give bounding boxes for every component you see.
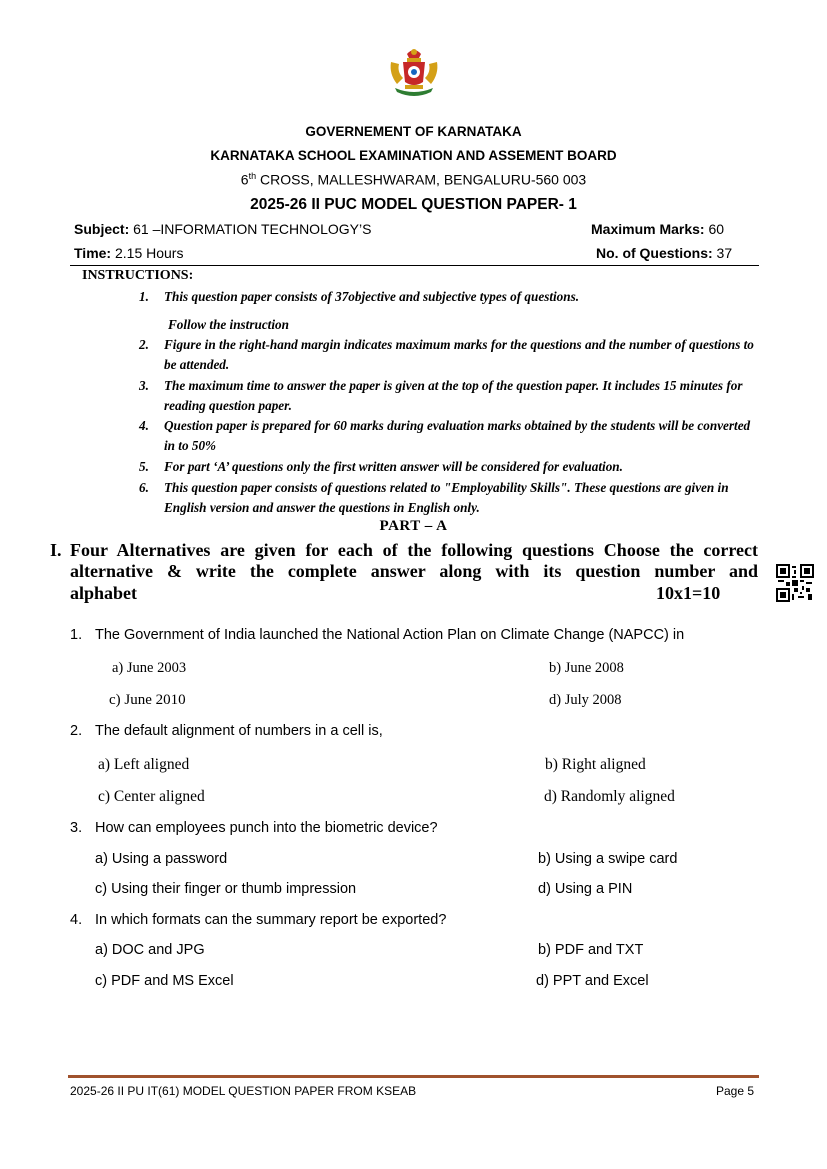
question-number: 3. bbox=[70, 820, 83, 836]
option-d: d) PPT and Excel bbox=[536, 973, 649, 989]
time-line bbox=[74, 245, 183, 261]
option-c: c) Using their finger or thumb impression bbox=[95, 881, 357, 897]
option-c: c) PDF and MS Excel bbox=[95, 973, 234, 989]
option-d: d) July 2008 bbox=[549, 692, 622, 708]
govt-heading: GOVERNEMENT OF KARNATAKA bbox=[305, 124, 522, 139]
section-instruction-line: alternative & write the complete answer along with its question number and bbox=[70, 561, 758, 581]
subject-label: Subject: bbox=[74, 221, 130, 237]
instruction-text: For part ‘A’ questions only the first written answer will be considered for evaluation. bbox=[164, 459, 623, 474]
question-text: The Government of India launched the National Action Plan on Climate Change (NAPCC) in bbox=[95, 627, 685, 643]
footer-title: 2025-26 II PU IT(61) MODEL QUESTION PAPER FROM KSEAB bbox=[70, 1084, 417, 1098]
instruction-text: The maximum time to answer the paper is given at the top of the question paper. It includes 15 minutes for reading question paper. bbox=[164, 378, 743, 413]
max-marks-label: Maximum Marks: bbox=[591, 221, 705, 237]
instruction-item bbox=[139, 478, 764, 518]
section-instruction-line: Four Alternatives are given for each of the following questions Choose the correct bbox=[70, 540, 758, 560]
address-text: CROSS, MALLESHWARAM, BENGALURU-560 003 bbox=[256, 171, 587, 188]
question-text: In which formats can the summary report be exported? bbox=[95, 912, 447, 928]
address-line bbox=[0, 171, 827, 188]
option-d: d) Randomly aligned bbox=[544, 788, 675, 805]
address-number: 6 bbox=[240, 171, 249, 188]
instruction-text: This question paper consists of questions related to "Employability Skills". These questions are given in English version and answer the questions in English only. bbox=[164, 480, 729, 515]
question-number: 4. bbox=[70, 912, 83, 928]
option-c: c) June 2010 bbox=[109, 692, 186, 708]
section-instruction-line: alphabet bbox=[70, 583, 138, 603]
option-b: b) PDF and TXT bbox=[538, 942, 644, 958]
time-value: 2.15 Hours bbox=[111, 245, 184, 261]
option-a: a) DOC and JPG bbox=[95, 942, 205, 958]
instruction-item bbox=[139, 376, 764, 416]
question-number: 1. bbox=[70, 627, 83, 643]
subject-line bbox=[74, 221, 371, 237]
option-b: b) Using a swipe card bbox=[538, 851, 678, 867]
question-number: 2. bbox=[70, 723, 83, 739]
section-number: I. bbox=[50, 540, 62, 560]
num-questions-value: 37 bbox=[712, 245, 733, 261]
qr-code-icon bbox=[776, 564, 814, 602]
time-label: Time: bbox=[74, 245, 112, 261]
instruction-item bbox=[139, 416, 764, 456]
instruction-text: Figure in the right-hand margin indicates maximum marks for the questions and the number of questions to be attended. bbox=[164, 337, 754, 372]
part-a-title: PART – A bbox=[379, 518, 448, 534]
board-heading: KARNATAKA SCHOOL EXAMINATION AND ASSEMENT BOARD bbox=[210, 148, 617, 163]
instruction-number: 4. bbox=[139, 418, 149, 433]
instruction-number: 3. bbox=[139, 378, 149, 393]
address-superscript: th bbox=[248, 171, 257, 181]
instruction-text: This question paper consists of 37objective and subjective types of questions. bbox=[164, 289, 580, 304]
instruction-item bbox=[139, 335, 764, 375]
instructions-heading: INSTRUCTIONS: bbox=[82, 268, 194, 283]
instruction-number: 1. bbox=[139, 289, 149, 304]
instruction-number: 5. bbox=[139, 459, 149, 474]
page-number: Page 5 bbox=[716, 1084, 755, 1098]
max-marks-line bbox=[591, 221, 724, 237]
instruction-item bbox=[139, 315, 764, 335]
instruction-text: Question paper is prepared for 60 marks during evaluation marks obtained by the students will be converted in to 50% bbox=[164, 418, 751, 453]
num-questions-label: No. of Questions: bbox=[596, 245, 713, 261]
option-c: c) Center aligned bbox=[98, 788, 205, 805]
footer-rule bbox=[68, 1075, 759, 1078]
instruction-text: Follow the instruction bbox=[168, 317, 289, 332]
option-b: b) Right aligned bbox=[545, 756, 646, 773]
option-d: d) Using a PIN bbox=[538, 881, 633, 897]
max-marks-value: 60 bbox=[704, 221, 725, 237]
header-divider bbox=[70, 265, 759, 266]
karnataka-emblem-icon bbox=[385, 44, 443, 100]
option-a: a) Left aligned bbox=[98, 756, 190, 773]
instruction-item bbox=[139, 287, 764, 307]
option-a: a) Using a password bbox=[95, 851, 228, 867]
question-text: How can employees punch into the biometric device? bbox=[95, 820, 438, 836]
section-marks: 10x1=10 bbox=[656, 583, 721, 603]
option-a: a) June 2003 bbox=[112, 660, 187, 676]
num-questions-line bbox=[596, 245, 732, 261]
subject-value: 61 –INFORMATION TECHNOLOGY’S bbox=[129, 221, 372, 237]
instruction-number: 6. bbox=[139, 480, 149, 495]
instruction-item bbox=[139, 457, 764, 477]
option-b: b) June 2008 bbox=[549, 660, 624, 676]
paper-title: 2025-26 II PUC MODEL QUESTION PAPER- 1 bbox=[250, 196, 577, 213]
instruction-number: 2. bbox=[139, 337, 149, 352]
question-text: The default alignment of numbers in a cell is, bbox=[95, 723, 383, 739]
